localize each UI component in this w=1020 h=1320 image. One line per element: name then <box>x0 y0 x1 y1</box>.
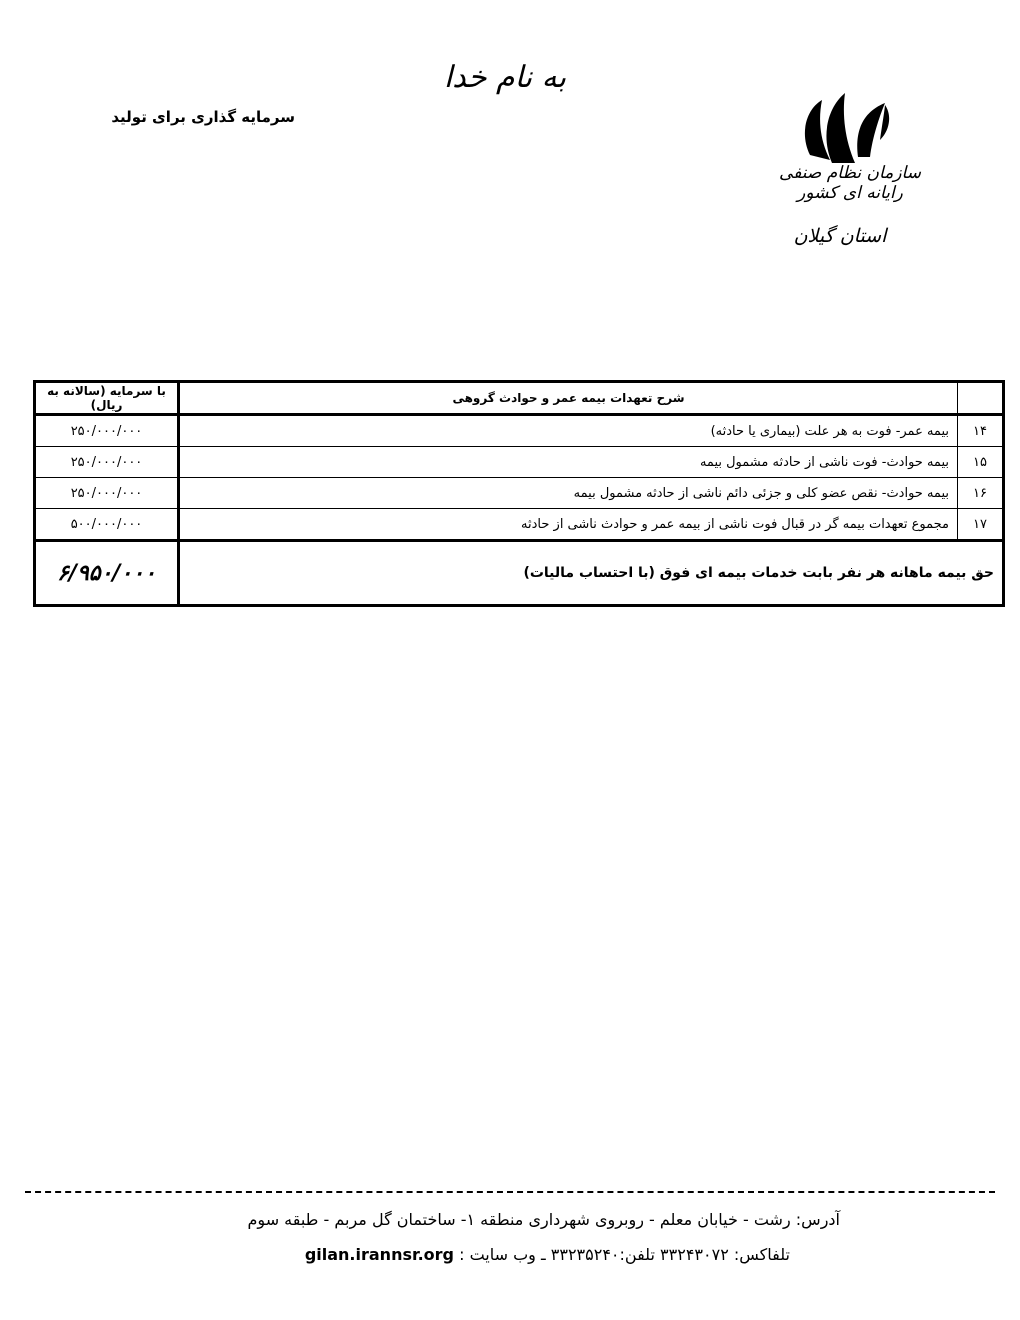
row-amount: ۲۵۰/۰۰۰/۰۰۰ <box>35 478 179 509</box>
table-row <box>35 478 1004 509</box>
total-amount: ۶/۹۵۰/۰۰۰ <box>35 541 179 606</box>
total-row <box>35 541 1004 606</box>
header-number-cell <box>958 382 1004 415</box>
row-description: بیمه حوادث- نقص عضو کلی و جزئی دائم ناشی از حادثه مشمول بیمه <box>179 478 958 509</box>
total-description: حق بیمه ماهانه هر نفر بابت خدمات بیمه ای فوق (با احتساب مالیات) <box>179 541 1004 606</box>
website-label: ـ وب سایت : <box>459 1245 546 1264</box>
footer-divider <box>25 1191 995 1193</box>
row-number: ۱۵ <box>958 447 1004 478</box>
organization-name: سازمان نظام صنفی رایانه ای کشور <box>779 163 921 203</box>
table-row <box>35 509 1004 541</box>
row-number: ۱۶ <box>958 478 1004 509</box>
fax-number: تلفاکس: ۳۳۲۴۳۰۷۲ <box>660 1245 790 1264</box>
row-amount: ۲۵۰/۰۰۰/۰۰۰ <box>35 447 179 478</box>
organization-logo <box>770 75 930 265</box>
footer-contact <box>100 1245 790 1264</box>
logo-emblem-icon <box>800 85 895 170</box>
row-number: ۱۷ <box>958 509 1004 541</box>
province-name: استان گیلان <box>793 225 887 247</box>
table-row <box>35 415 1004 447</box>
header-description: شرح تعهدات بیمه عمر و حوادث گروهی <box>179 382 958 415</box>
row-description: مجموع تعهدات بیمه گر در قبال فوت ناشی از بیمه عمر و حوادث ناشی از حادثه <box>179 509 958 541</box>
website-link[interactable]: gilan.irannsr.org <box>304 1245 454 1264</box>
insurance-commitments-table <box>33 380 1005 607</box>
bismillah-heading: به نام خدا <box>443 60 567 95</box>
row-number: ۱۴ <box>958 415 1004 447</box>
table-row <box>35 447 1004 478</box>
table-header-row <box>35 382 1004 415</box>
row-amount: ۲۵۰/۰۰۰/۰۰۰ <box>35 415 179 447</box>
slogan-subtitle: سرمایه گذاری برای تولید <box>111 108 295 126</box>
row-amount: ۵۰۰/۰۰۰/۰۰۰ <box>35 509 179 541</box>
row-description: بیمه عمر- فوت به هر علت (بیماری یا حادثه) <box>179 415 958 447</box>
footer-address: آدرس: رشت - خیابان معلم - روبروی شهرداری منطقه ۱- ساختمان گل مربم - طبقه سوم <box>247 1210 840 1229</box>
phone-number: تلفن:۳۳۲۳۵۲۴۰ <box>550 1245 655 1264</box>
row-description: بیمه حوادث- فوت ناشی از حادثه مشمول بیمه <box>179 447 958 478</box>
header-amount: با سرمایه (سالانه به ریال) <box>35 382 179 415</box>
